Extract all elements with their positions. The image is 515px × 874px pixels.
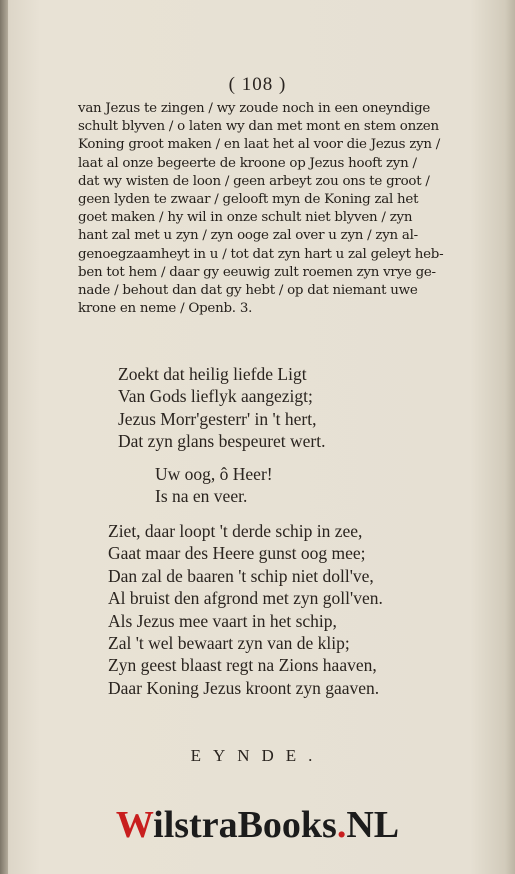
book-spine-edge xyxy=(0,0,8,874)
verse-line: Zal 't wel bewaart zyn van de klip; xyxy=(108,633,350,654)
verse-line: Is na en veer. xyxy=(155,486,248,507)
verse-line: Uw oog, ô Heer! xyxy=(155,464,273,484)
prose-line: geen lyden te zwaar / gelooft myn de Koning zal het xyxy=(78,192,419,208)
poem-stanza-3 xyxy=(108,520,383,699)
poem-stanza-1 xyxy=(118,363,326,453)
end-title: EYNDE. xyxy=(190,746,325,765)
poem-stanza-2 xyxy=(155,463,273,508)
verse-line: Zyn geest blaast regt na Zions haaven, xyxy=(108,655,377,676)
page-number: ( 108 ) xyxy=(228,74,287,95)
verse-line: Als Jezus mee vaart in het schip, xyxy=(108,610,337,631)
watermark-logo xyxy=(0,803,515,847)
verse-line: Al bruist den afgrond met zyn goll'ven. xyxy=(108,588,383,609)
prose-line: Koning groot maken / en laat het al voor die Jezus zyn / xyxy=(78,137,441,153)
verse-line: Jezus Morr'gesterr' in 't hert, xyxy=(118,408,317,429)
verse-line: Zoekt dat heilig liefde Ligt xyxy=(118,364,307,384)
prose-line: hant zal met u zyn / zyn ooge zal over u zyn / zyn al- xyxy=(78,228,418,244)
prose-line: laat al onze begeerte de kroone op Jezus hooft zyn / xyxy=(78,155,417,171)
verse-line: Ziet, daar loopt 't derde schip in zee, xyxy=(108,521,363,541)
watermark-dot: . xyxy=(336,804,347,846)
verse-line: Van Gods lieflyk aangezigt; xyxy=(118,386,313,407)
prose-line: ben tot hem / daar gy eeuwig zult roemen zyn vrye ge- xyxy=(78,264,436,280)
prose-paragraph xyxy=(78,100,486,318)
prose-line: nade / behout dan dat gy hebt / op dat niemant uwe xyxy=(78,283,418,299)
prose-line: van Jezus te zingen / wy zoude noch in een oneyndige xyxy=(78,101,431,116)
watermark-name: ilstraBooks xyxy=(153,804,337,846)
verse-line: Daar Koning Jezus kroont zyn gaaven. xyxy=(108,677,380,698)
verse-line: Gaat maar des Heere gunst oog mee; xyxy=(108,543,366,564)
watermark-tld: NL xyxy=(346,804,400,846)
prose-line: goet maken / hy wil in onze schult niet blyven / zyn xyxy=(78,210,413,226)
prose-line: genoegzaamheyt in u / tot dat zyn hart u zal geleyt heb- xyxy=(78,246,444,262)
verse-line: Dat zyn glans bespeuret wert. xyxy=(118,431,326,452)
prose-line: krone en neme / Openb. 3. xyxy=(78,301,253,317)
verse-line: Dan zal de baaren 't schip niet doll've, xyxy=(108,565,374,586)
prose-line: dat wy wisten de loon / geen arbeyt zou ons te groot / xyxy=(78,173,430,189)
prose-line: schult blyven / o laten wy dan met mont en stem onzen xyxy=(78,119,439,135)
watermark-initial: W xyxy=(115,804,154,846)
